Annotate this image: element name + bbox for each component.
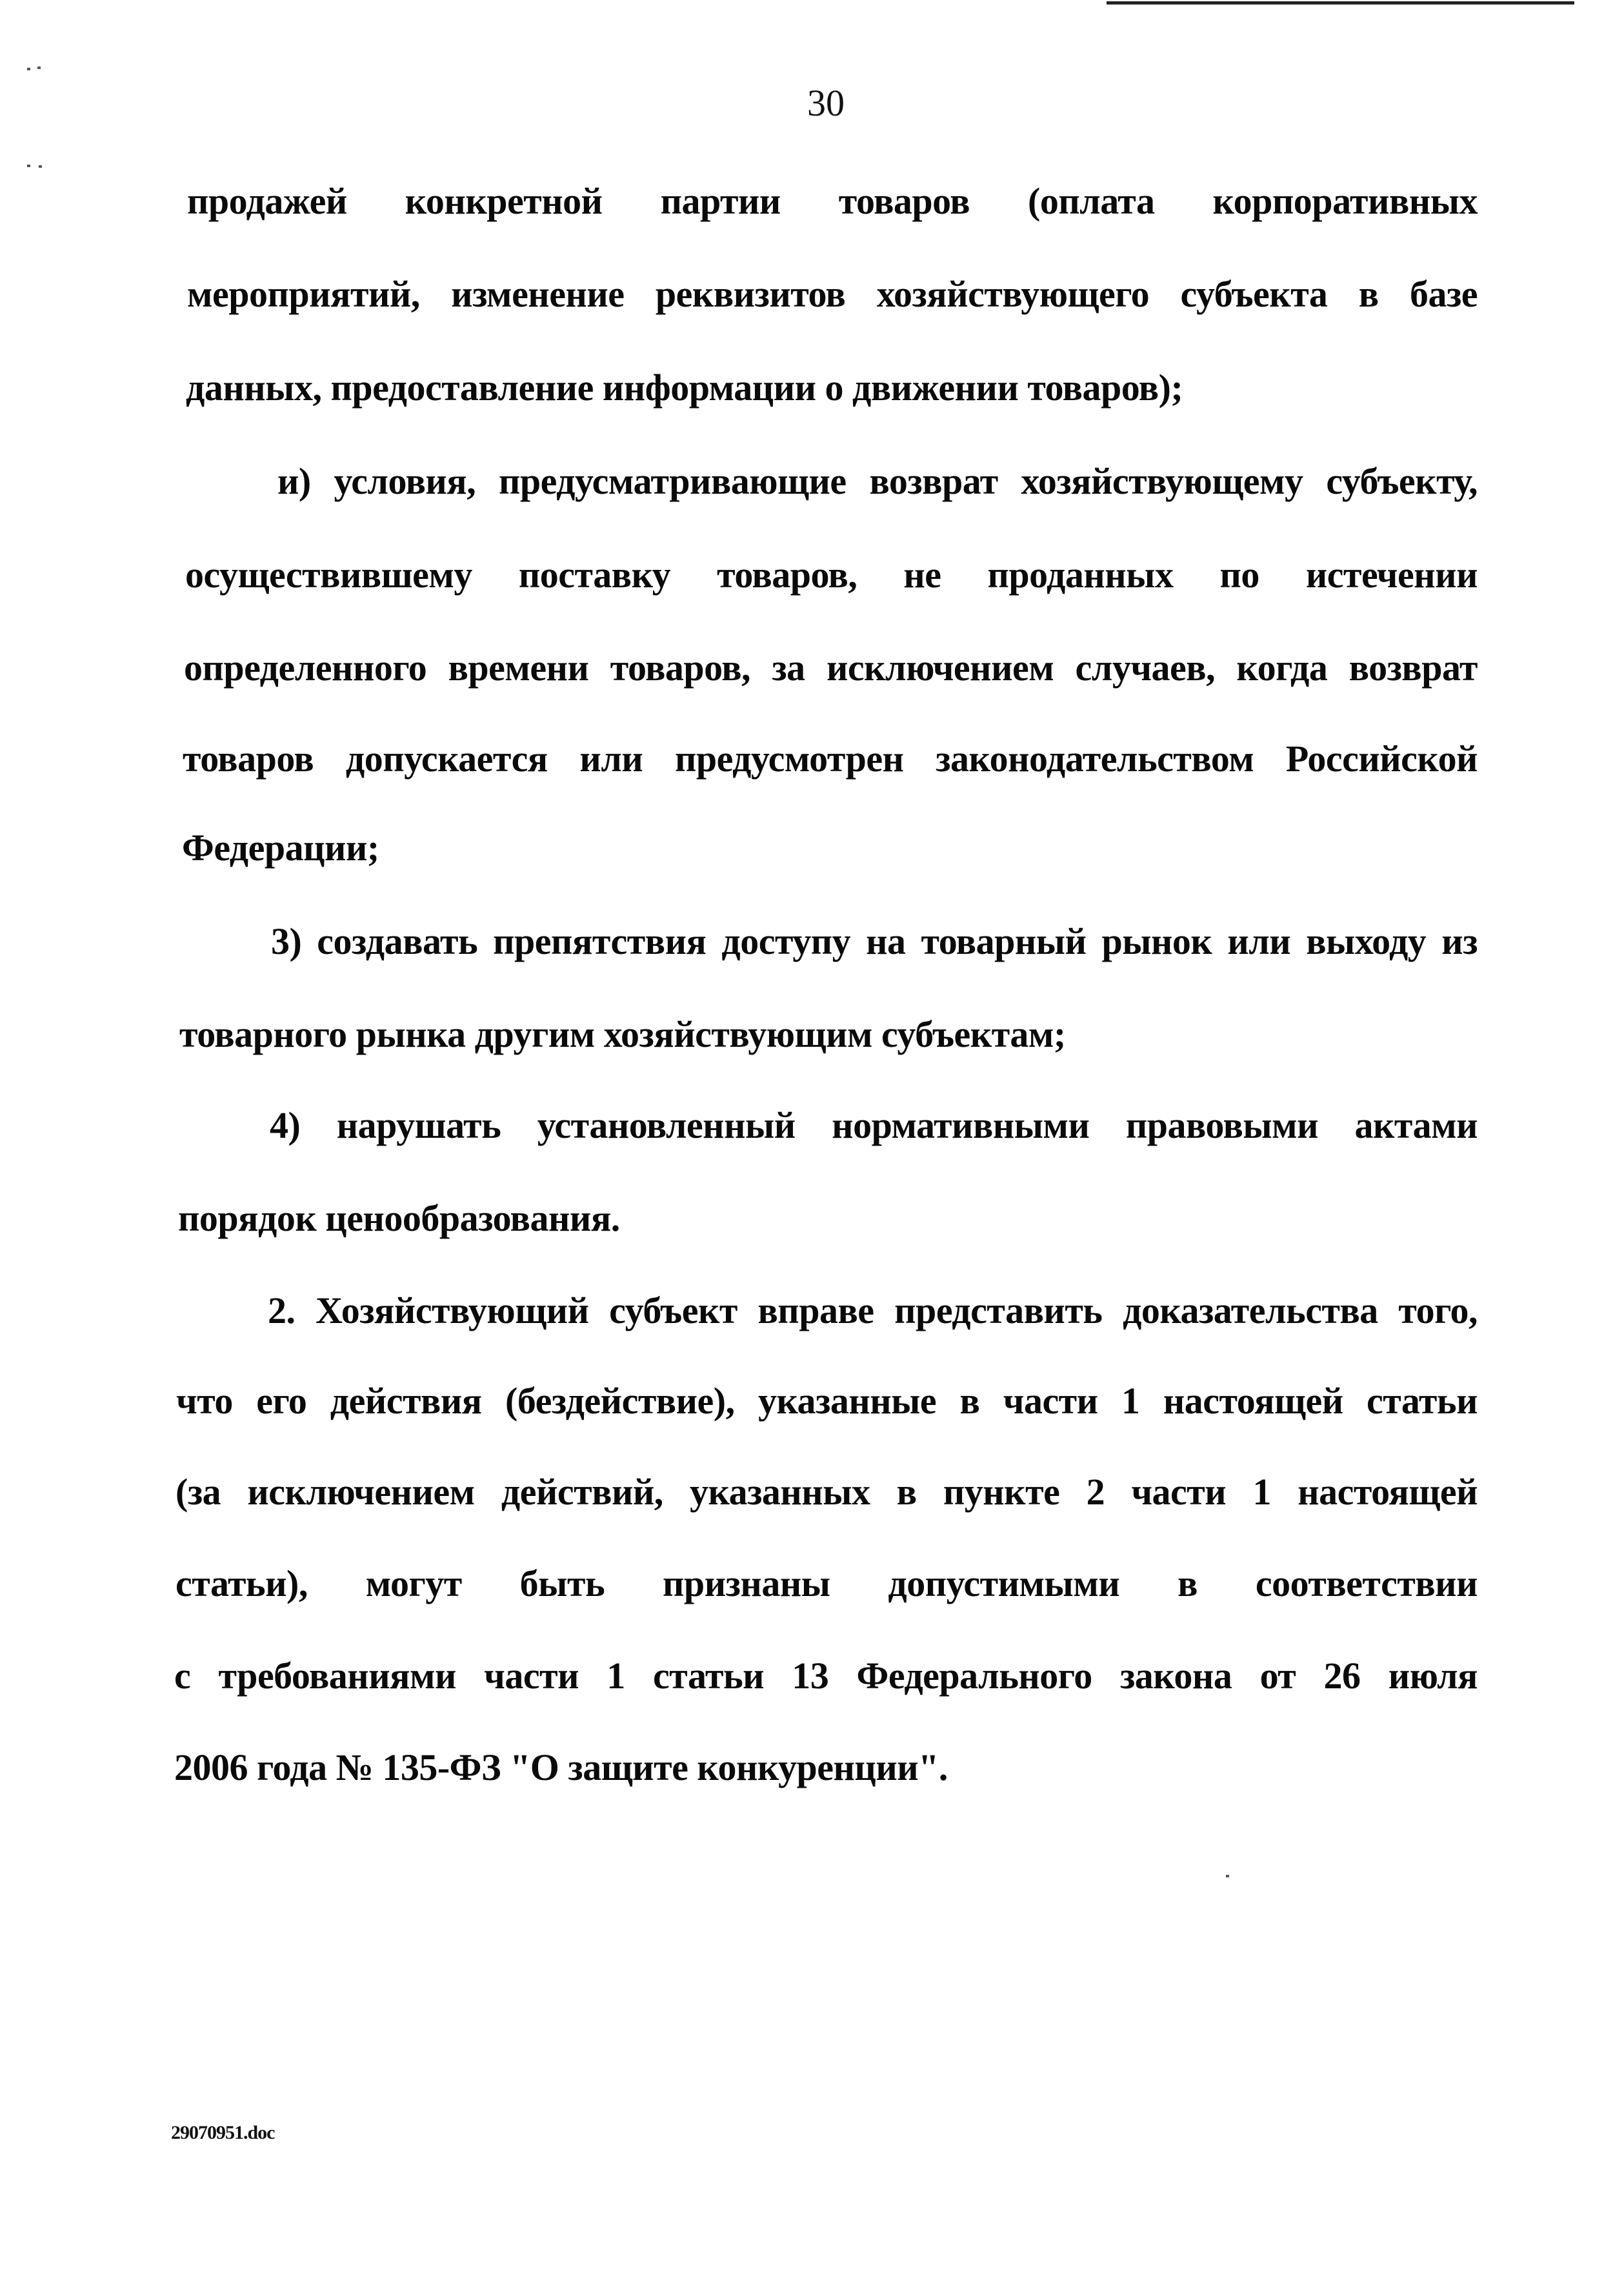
text-line: что его действия (бездействие), указанные в части 1 настоящей статьи <box>176 1380 1478 1422</box>
scan-mark <box>27 68 30 70</box>
text-line: осуществившему поставку товаров, не проданных по истечении <box>185 554 1478 596</box>
text-line: мероприятий, изменение реквизитов хозяйствующего субъекта в базе <box>187 273 1478 315</box>
text-line: Федерации; <box>182 827 379 869</box>
scan-mark <box>37 66 41 69</box>
text-line: 2006 года № 135-ФЗ "О защите конкуренции". <box>174 1746 948 1788</box>
scan-mark <box>1226 1875 1229 1877</box>
text-line: статьи), могут быть признаны допустимыми в соответствии <box>175 1562 1478 1604</box>
text-line: товаров допускается или предусмотрен законодательством Российской <box>183 738 1478 780</box>
text-line: данных, предоставление информации о движении товаров); <box>186 367 1183 409</box>
page-number: 30 <box>807 82 845 124</box>
text-line: с требованиями части 1 статьи 13 Федерального закона от 26 июля <box>174 1655 1478 1697</box>
text-line: 4) нарушать установленный нормативными правовыми актами <box>270 1104 1478 1146</box>
text-line: 3) создавать препятствия доступу на товарный рынок или выходу из <box>271 920 1478 962</box>
text-line: и) условия, предусматривающие возврат хозяйствующему субъекту, <box>277 460 1478 502</box>
scan-mark <box>39 165 42 168</box>
text-line: товарного рынка другим хозяйствующим субъектам; <box>179 1013 1066 1055</box>
text-line: 2. Хозяйствующий субъект вправе представить доказательства того, <box>268 1289 1478 1331</box>
text-line: (за исключением действий, указанных в пункте 2 части 1 настоящей <box>175 1471 1478 1513</box>
text-line: определенного времени товаров, за исключением случаев, когда возврат <box>184 647 1478 689</box>
text-line: порядок ценообразования. <box>178 1197 620 1239</box>
scan-mark <box>27 165 30 167</box>
text-line: продажей конкретной партии товаров (оплата корпоративных <box>187 180 1478 222</box>
footer-filename: 29070951.doc <box>171 2122 275 2143</box>
top-rule <box>1107 1 1574 5</box>
